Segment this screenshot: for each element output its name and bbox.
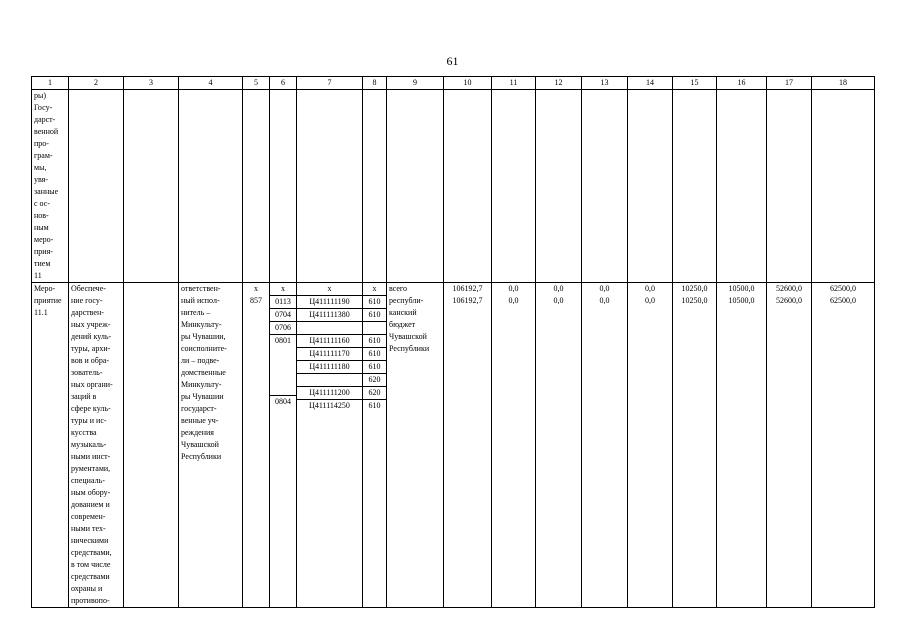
cell-line: соисполните-	[181, 344, 227, 353]
cell-line: ли – подве-	[181, 356, 220, 365]
cell-line: 620	[362, 386, 387, 399]
cell-line: Ц411111160	[296, 334, 363, 347]
cell-line: Ц411111170	[296, 347, 363, 360]
cell-col-14	[628, 90, 673, 283]
cell-line: Республики	[389, 344, 430, 353]
value-republic-budget: 0,0	[599, 296, 610, 305]
cell-col-2	[69, 283, 124, 608]
header-cell-9: 9	[387, 77, 444, 90]
cell-line: ническими	[71, 536, 109, 545]
cell-col-6	[270, 283, 297, 608]
cell-line	[271, 359, 295, 371]
cell-col-11	[492, 90, 536, 283]
cell-col-5	[243, 90, 270, 283]
cell-line: Госу-	[34, 103, 53, 112]
value-total: 106192,7	[452, 284, 483, 293]
cell-line: 11	[34, 271, 42, 280]
value-total: 0,0	[553, 284, 564, 293]
value-total: 52600,0	[776, 284, 802, 293]
cell-line: ный испол-	[181, 296, 220, 305]
cell-col-4	[179, 283, 243, 608]
cell-line: 857	[250, 296, 262, 305]
header-cell-8: 8	[363, 77, 387, 90]
cell-line: Ц411111180	[296, 360, 363, 373]
cell-line: 610	[362, 347, 387, 360]
cell-col-9	[387, 90, 444, 283]
cell-col-12	[536, 90, 582, 283]
cell-line: Ц411114250	[296, 399, 363, 412]
cell-line: х	[254, 284, 258, 293]
header-cell-12: 12	[536, 77, 582, 90]
cell-line: меро-	[34, 235, 54, 244]
value-republic-budget: 0,0	[553, 296, 564, 305]
cell-line: ры Чувашии,	[181, 332, 226, 341]
cell-col-2	[69, 90, 124, 283]
cell-col-1	[32, 283, 69, 608]
header-cell-18: 18	[812, 77, 875, 90]
cell-line: ры Чувашии	[181, 392, 224, 401]
cell-line: ных учреж-	[71, 320, 111, 329]
value-republic-budget: 62500,0	[830, 296, 856, 305]
header-cell-4: 4	[179, 77, 243, 90]
cell-line	[271, 383, 295, 395]
cell-line: 0706	[269, 321, 297, 334]
cell-col-14	[628, 283, 673, 608]
header-cell-5: 5	[243, 77, 270, 90]
cell-line: Минкульту-	[181, 320, 222, 329]
table-row	[32, 90, 875, 283]
cell-line: рументами,	[71, 464, 111, 473]
cell-line: 0704	[269, 308, 297, 321]
cell-col-18	[812, 90, 875, 283]
cell-line: про-	[34, 139, 49, 148]
value-total: 0,0	[645, 284, 655, 293]
value-republic-budget: 10500,0	[728, 296, 755, 305]
cell-line: прия-	[34, 247, 53, 256]
cell-col-16	[717, 283, 767, 608]
cell-col-17	[767, 90, 812, 283]
cell-line: противопо-	[71, 596, 110, 605]
header-cell-16: 16	[717, 77, 767, 90]
cell-line: 610	[362, 295, 387, 308]
cell-col-15	[673, 90, 717, 283]
header-row	[32, 77, 875, 90]
cell-col-12	[536, 283, 582, 608]
cell-col-16	[717, 90, 767, 283]
cell-line: Ц411111190	[296, 295, 363, 308]
cell-line: Минкульту-	[181, 380, 222, 389]
value-total: 0,0	[599, 284, 610, 293]
cell-line	[271, 347, 295, 359]
cell-col-10	[444, 90, 492, 283]
cell-line: ответствен-	[181, 284, 221, 293]
header-cell-15: 15	[673, 77, 717, 90]
cell-line: ными тех-	[71, 524, 106, 533]
cell-col-8	[363, 283, 387, 608]
cell-line: 610	[362, 399, 387, 412]
page-number: 61	[446, 54, 459, 68]
cell-line: всего	[389, 284, 408, 293]
cell-line: 0801	[269, 334, 297, 347]
cell-line: бюджет	[389, 320, 416, 329]
cell-line: домственные	[181, 368, 226, 377]
cell-line: ным обору-	[71, 488, 111, 497]
cell-line: 0113	[269, 295, 297, 308]
cell-line: Ц411111200	[296, 386, 363, 399]
cell-col-9	[387, 283, 444, 608]
cell-line: Чувашской	[389, 332, 427, 341]
cell-line: приятие	[34, 296, 62, 305]
header-cell-14: 14	[628, 77, 673, 90]
cell-col-1	[32, 90, 69, 283]
cell-line: туры, архи-	[71, 344, 111, 353]
header-cell-17: 17	[767, 77, 812, 90]
cell-col-7	[297, 90, 363, 283]
cell-line: грам-	[34, 151, 53, 160]
cell-line: увя-	[34, 175, 49, 184]
cell-line: х	[372, 284, 377, 293]
cell-line: вов и обра-	[71, 356, 110, 365]
cell-line: музыкаль-	[71, 440, 107, 449]
cell-line: 620	[362, 373, 387, 386]
cell-col-4	[179, 90, 243, 283]
cell-line: мы,	[34, 163, 47, 172]
header-cell-1: 1	[32, 77, 69, 90]
cell-line: государст-	[181, 404, 217, 413]
cell-line: х	[281, 284, 285, 293]
value-republic-budget: 0,0	[645, 296, 655, 305]
value-republic-budget: 10250,0	[681, 296, 708, 305]
budget-table	[31, 76, 875, 608]
cell-line	[362, 321, 387, 334]
header-cell-10: 10	[444, 77, 492, 90]
cell-line: сфере куль-	[71, 404, 111, 413]
value-republic-budget: 106192,7	[452, 296, 483, 305]
cell-line: современ-	[71, 512, 106, 521]
cell-col-3	[124, 90, 179, 283]
cell-line: х	[327, 284, 332, 293]
cell-col-13	[582, 90, 628, 283]
cell-line: 610	[362, 360, 387, 373]
header-cell-13: 13	[582, 77, 628, 90]
cell-col-8	[363, 90, 387, 283]
cell-line: 0804	[269, 395, 297, 408]
header-cell-2: 2	[69, 77, 124, 90]
cell-line: занные	[34, 187, 59, 196]
header-cell-3: 3	[124, 77, 179, 90]
cell-line: ние госу-	[71, 296, 103, 305]
cell-line: тием	[34, 259, 51, 268]
cell-line: нов-	[34, 211, 49, 220]
cell-col-15	[673, 283, 717, 608]
cell-line: средствами,	[71, 548, 112, 557]
cell-line: канский	[389, 308, 417, 317]
table-row	[32, 283, 875, 608]
cell-line: Обеспече-	[71, 284, 106, 293]
header-cell-11: 11	[492, 77, 536, 90]
cell-line: дарствен-	[71, 308, 104, 317]
cell-line: 610	[362, 334, 387, 347]
cell-col-5	[243, 283, 270, 608]
cell-line: нитель –	[181, 308, 211, 317]
cell-line: дованием и	[71, 500, 110, 509]
cell-line: ры)	[34, 91, 47, 100]
value-total: 0,0	[508, 284, 519, 293]
cell-line: Ц411111380	[296, 308, 363, 321]
cell-col-17	[767, 283, 812, 608]
cell-line: 610	[362, 308, 387, 321]
cell-line: ных органи-	[71, 380, 113, 389]
cell-line: дений куль-	[71, 332, 112, 341]
cell-line: ными инст-	[71, 452, 111, 461]
cell-line: зователь-	[71, 368, 103, 377]
cell-line	[296, 321, 363, 334]
cell-line: охраны и	[71, 584, 103, 593]
cell-line: туры и ис-	[71, 416, 107, 425]
cell-col-11	[492, 283, 536, 608]
value-total: 10250,0	[681, 284, 708, 293]
cell-line	[271, 371, 295, 383]
cell-line	[296, 373, 363, 386]
cell-line: средствами	[71, 572, 110, 581]
cell-line: Чувашской	[181, 440, 219, 449]
cell-line: с ос-	[34, 199, 50, 208]
cell-col-18	[812, 283, 875, 608]
cell-line: в том числе	[71, 560, 111, 569]
cell-line: Республики	[181, 452, 222, 461]
cell-line: Меро-	[34, 284, 56, 293]
cell-line: реждения	[181, 428, 214, 437]
cell-line: ным	[34, 223, 49, 232]
value-total: 10500,0	[728, 284, 755, 293]
cell-line: кусства	[71, 428, 97, 437]
cell-line: республи-	[389, 296, 424, 305]
cell-col-7	[297, 283, 363, 608]
header-cell-7: 7	[297, 77, 363, 90]
cell-line: венной	[34, 127, 59, 136]
cell-col-6	[270, 90, 297, 283]
header-cell-6: 6	[270, 77, 297, 90]
cell-line: 11.1	[34, 308, 48, 317]
cell-line: специаль-	[71, 476, 105, 485]
cell-line: дарст-	[34, 115, 56, 124]
value-republic-budget: 0,0	[508, 296, 519, 305]
cell-line: заций в	[71, 392, 97, 401]
cell-col-3	[124, 283, 179, 608]
value-total: 62500,0	[830, 284, 856, 293]
cell-col-10	[444, 283, 492, 608]
cell-col-13	[582, 283, 628, 608]
cell-line: венные уч-	[181, 416, 219, 425]
value-republic-budget: 52600,0	[776, 296, 802, 305]
